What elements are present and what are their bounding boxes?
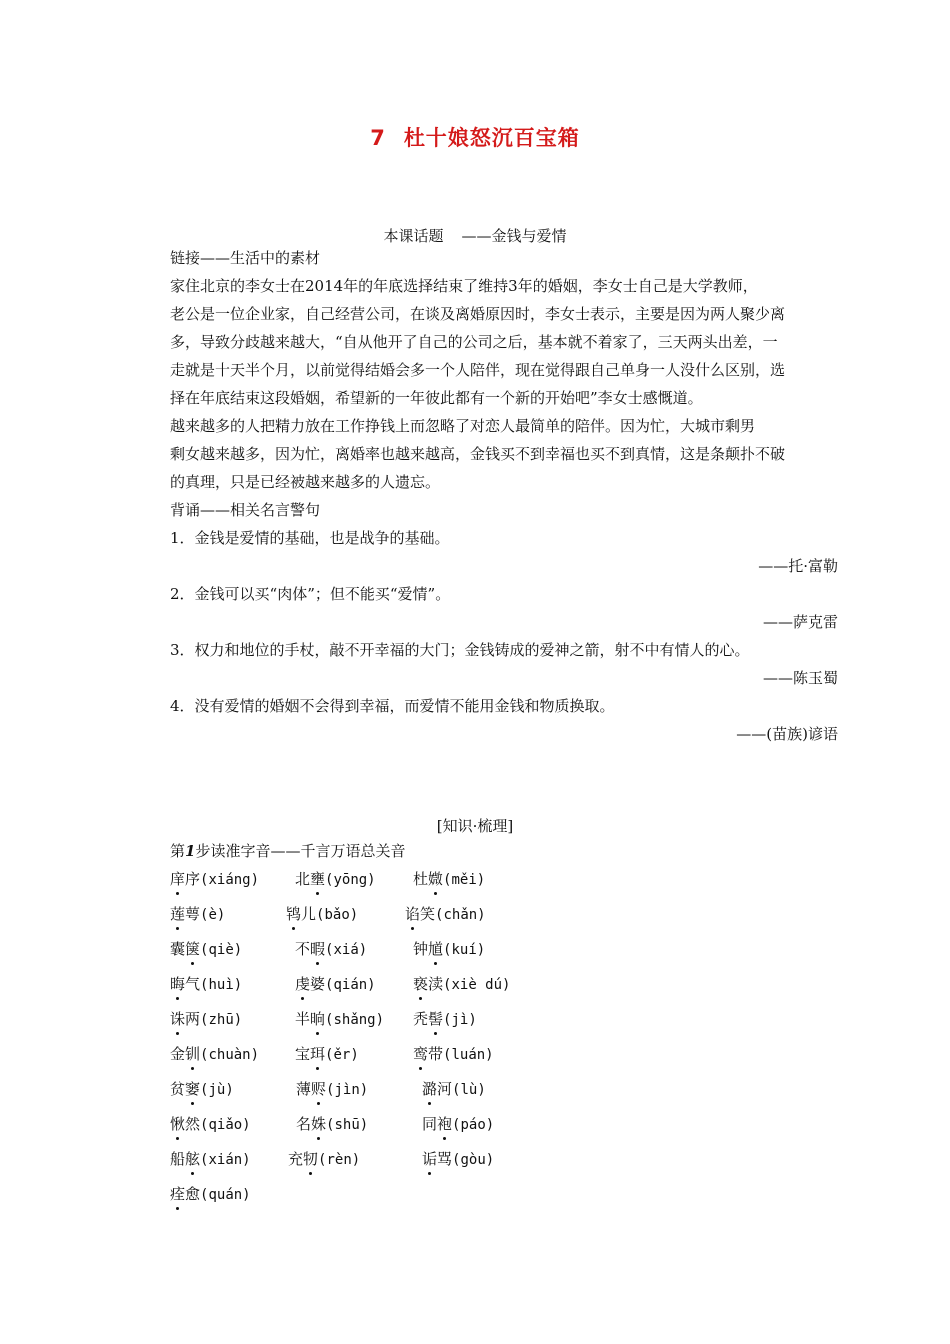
word-char: 名 xyxy=(296,1115,312,1133)
word-char: 钟 xyxy=(413,940,429,958)
paragraph-1 xyxy=(170,272,838,412)
word-char: 囊 xyxy=(170,940,186,958)
emphasized-char: 潞 xyxy=(422,1080,438,1098)
pinyin-item xyxy=(170,1043,259,1064)
emphasized-char: 鸨 xyxy=(286,905,302,923)
topic-value: ——金钱与爱情 xyxy=(461,227,567,245)
step-heading xyxy=(170,840,405,861)
pinyin-item xyxy=(170,1078,234,1099)
pinyin-item xyxy=(296,1078,368,1099)
quote-text: 4．没有爱情的婚姻不会得到幸福，而爱情不能用金钱和物质换取。 xyxy=(170,697,615,715)
pinyin-item xyxy=(170,938,242,959)
pinyin-reading: (chuàn) xyxy=(200,1047,260,1063)
topic-line xyxy=(0,225,950,246)
word-char: 同 xyxy=(422,1115,438,1133)
recite-heading: 背诵——相关名言警句 xyxy=(170,501,321,519)
pinyin-item xyxy=(422,1078,486,1099)
word-char: 愈 xyxy=(185,1185,201,1203)
word-char: 骂 xyxy=(437,1150,453,1168)
pinyin-reading: (bǎo) xyxy=(316,907,359,923)
section-heading: [知识·梳理] xyxy=(436,817,514,835)
pinyin-reading: (xiá) xyxy=(325,942,368,958)
lesson-title xyxy=(0,122,950,152)
paragraph-line: 老公是一位企业家，自己经营公司，在谈及离婚原因时，李女士表示，主要是因为两人聚少离 xyxy=(170,305,786,323)
word-char: 带 xyxy=(428,1045,444,1063)
pinyin-list xyxy=(170,868,670,1218)
paragraph-2 xyxy=(170,412,838,496)
pinyin-item xyxy=(295,868,376,889)
quote-text: 3．权力和地位的手杖，敲不开幸福的大门；金钱铸成的爱神之箭，射不中有情人的心。 xyxy=(170,641,750,659)
emphasized-char: 谄 xyxy=(405,905,421,923)
emphasized-char: 暇 xyxy=(310,940,326,958)
emphasized-char: 庠 xyxy=(170,870,186,888)
pinyin-reading: (yōng) xyxy=(325,872,376,888)
lesson-title-text: 杜十娘怒沉百宝箱 xyxy=(403,126,580,150)
emphasized-char: 珥 xyxy=(310,1045,326,1063)
emphasized-char: 袍 xyxy=(437,1115,453,1133)
emphasized-char: 钏 xyxy=(185,1045,201,1063)
word-char: 婆 xyxy=(310,975,326,993)
emphasized-char: 赆 xyxy=(311,1080,327,1098)
emphasized-char: 壅 xyxy=(310,870,326,888)
emphasized-char: 晌 xyxy=(310,1010,326,1028)
word-char: 萼 xyxy=(185,905,201,923)
pinyin-reading: (jìn) xyxy=(326,1082,369,1098)
pinyin-row xyxy=(170,903,670,938)
pinyin-reading: (è) xyxy=(200,907,226,923)
emphasized-char: 愀 xyxy=(170,1115,186,1133)
quote-list xyxy=(170,524,838,748)
emphasized-char: 鸾 xyxy=(413,1045,429,1063)
step-number: 1 xyxy=(185,842,196,860)
pinyin-item xyxy=(413,868,485,889)
main-content xyxy=(170,244,838,748)
pinyin-row xyxy=(170,1183,670,1218)
pinyin-item xyxy=(286,903,358,924)
pinyin-item xyxy=(170,973,242,994)
pinyin-reading: (quán) xyxy=(200,1187,251,1203)
pinyin-item xyxy=(170,1148,251,1169)
pinyin-item xyxy=(170,868,259,889)
pinyin-item xyxy=(413,1008,477,1029)
pinyin-reading: (xián) xyxy=(200,1152,251,1168)
pinyin-reading: (luán) xyxy=(443,1047,494,1063)
pinyin-item xyxy=(295,938,367,959)
pinyin-row xyxy=(170,938,670,973)
pinyin-reading: (jù) xyxy=(200,1082,234,1098)
word-char: 笑 xyxy=(420,905,436,923)
pinyin-item xyxy=(422,1148,494,1169)
pinyin-item xyxy=(413,973,510,994)
pinyin-reading: (shǎng) xyxy=(325,1012,385,1028)
emphasized-char: 姝 xyxy=(311,1115,327,1133)
pinyin-row xyxy=(170,973,670,1008)
pinyin-reading: (xiáng) xyxy=(200,872,260,888)
step-prefix: 第 xyxy=(170,842,186,860)
word-char: 气 xyxy=(185,975,201,993)
pinyin-reading: (kuí) xyxy=(443,942,486,958)
quote-text: 2．金钱可以买“肉体”；但不能买“爱情”。 xyxy=(170,585,451,603)
emphasized-char: 媺 xyxy=(428,870,444,888)
quote-source: ——萨克雷 xyxy=(762,613,838,631)
pinyin-item xyxy=(413,1043,494,1064)
pinyin-item xyxy=(295,1043,359,1064)
paragraph-line: 多，导致分歧越来越大，“自从他开了自己的公司之后，基本就不着家了，三天两头出差，一 xyxy=(170,333,778,351)
pinyin-item xyxy=(170,903,225,924)
pinyin-item xyxy=(295,1008,384,1029)
emphasized-char: 舷 xyxy=(185,1150,201,1168)
paragraph-line: 走就是十天半个月，以前觉得结婚会多一个人陪伴，现在觉得跟自己单身一人没什么区别，选 xyxy=(170,361,786,379)
pinyin-item xyxy=(170,1113,251,1134)
paragraph-line: 择在年底结束这段婚姻，希望新的一年彼此都有一个新的开始吧”李女士感慨道。 xyxy=(170,389,703,407)
word-char: 序 xyxy=(185,870,201,888)
word-char: 不 xyxy=(295,940,311,958)
pinyin-item xyxy=(413,938,485,959)
pinyin-reading: (gòu) xyxy=(452,1152,495,1168)
link-heading: 链接——生活中的素材 xyxy=(170,249,321,267)
emphasized-char: 诛 xyxy=(170,1010,186,1028)
emphasized-char: 晦 xyxy=(170,975,186,993)
quote-source: ——(苗族)谚语 xyxy=(736,725,838,743)
topic-label: 本课话题 xyxy=(383,227,444,245)
paragraph-line: 剩女越来越多，因为忙，离婚率也越来越高，金钱买不到幸福也买不到真情，这是条颠扑不破 xyxy=(170,445,786,463)
word-char: 然 xyxy=(185,1115,201,1133)
paragraph-line: 的真理，只是已经被越来越多的人遗忘。 xyxy=(170,473,441,491)
word-char: 儿 xyxy=(301,905,317,923)
emphasized-char: 亵 xyxy=(413,975,429,993)
emphasized-char: 痊 xyxy=(170,1185,186,1203)
pinyin-reading: (ěr) xyxy=(325,1047,359,1063)
pinyin-row xyxy=(170,868,670,903)
pinyin-reading: (měi) xyxy=(443,872,486,888)
emphasized-char: 莲 xyxy=(170,905,186,923)
lesson-number: 7 xyxy=(370,126,386,150)
pinyin-row xyxy=(170,1043,670,1078)
pinyin-item xyxy=(422,1113,494,1134)
emphasized-char: 窭 xyxy=(185,1080,201,1098)
pinyin-reading: (rèn) xyxy=(318,1152,361,1168)
pinyin-reading: (xiè dú) xyxy=(443,977,511,993)
quote-source: ——托·富勒 xyxy=(758,557,838,575)
word-char: 秃 xyxy=(413,1010,429,1028)
emphasized-char: 虔 xyxy=(295,975,311,993)
pinyin-item xyxy=(295,973,376,994)
emphasized-char: 牣 xyxy=(303,1150,319,1168)
paragraph-line: 越来越多的人把精力放在工作挣钱上而忽略了对恋人最简单的陪伴。因为忙，大城市剩男 xyxy=(170,417,756,435)
word-char: 北 xyxy=(295,870,311,888)
pinyin-item xyxy=(405,903,486,924)
word-char: 半 xyxy=(295,1010,311,1028)
pinyin-reading: (páo) xyxy=(452,1117,495,1133)
pinyin-row xyxy=(170,1078,670,1113)
word-char: 杜 xyxy=(413,870,429,888)
pinyin-item xyxy=(170,1183,251,1204)
word-char: 船 xyxy=(170,1150,186,1168)
pinyin-item xyxy=(170,1008,242,1029)
word-char: 充 xyxy=(288,1150,304,1168)
pinyin-row xyxy=(170,1148,670,1183)
pinyin-reading: (shū) xyxy=(326,1117,369,1133)
quote-text: 1．金钱是爱情的基础，也是战争的基础。 xyxy=(170,529,450,547)
pinyin-reading: (chǎn) xyxy=(435,907,486,923)
emphasized-char: 馗 xyxy=(428,940,444,958)
word-char: 薄 xyxy=(296,1080,312,1098)
emphasized-char: 箧 xyxy=(185,940,201,958)
pinyin-row xyxy=(170,1113,670,1148)
word-char: 宝 xyxy=(295,1045,311,1063)
word-char: 渎 xyxy=(428,975,444,993)
pinyin-reading: (huì) xyxy=(200,977,243,993)
pinyin-reading: (qiè) xyxy=(200,942,243,958)
word-char: 两 xyxy=(185,1010,201,1028)
quote-source: ——陈玉蜀 xyxy=(762,669,838,687)
pinyin-reading: (jì) xyxy=(443,1012,477,1028)
pinyin-reading: (lù) xyxy=(452,1082,486,1098)
emphasized-char: 诟 xyxy=(422,1150,438,1168)
word-char: 河 xyxy=(437,1080,453,1098)
pinyin-item xyxy=(296,1113,368,1134)
step-text: 步读准字音——千言万语总关音 xyxy=(195,842,406,860)
pinyin-reading: (qiǎo) xyxy=(200,1117,251,1133)
word-char: 贫 xyxy=(170,1080,186,1098)
word-char: 金 xyxy=(170,1045,186,1063)
pinyin-reading: (qián) xyxy=(325,977,376,993)
emphasized-char: 髻 xyxy=(428,1010,444,1028)
pinyin-item xyxy=(288,1148,360,1169)
pinyin-reading: (zhū) xyxy=(200,1012,243,1028)
pinyin-row xyxy=(170,1008,670,1043)
paragraph-line: 家住北京的李女士在2014年的年底选择结束了维持3年的婚姻，李女士自己是大学教师， xyxy=(170,277,758,295)
